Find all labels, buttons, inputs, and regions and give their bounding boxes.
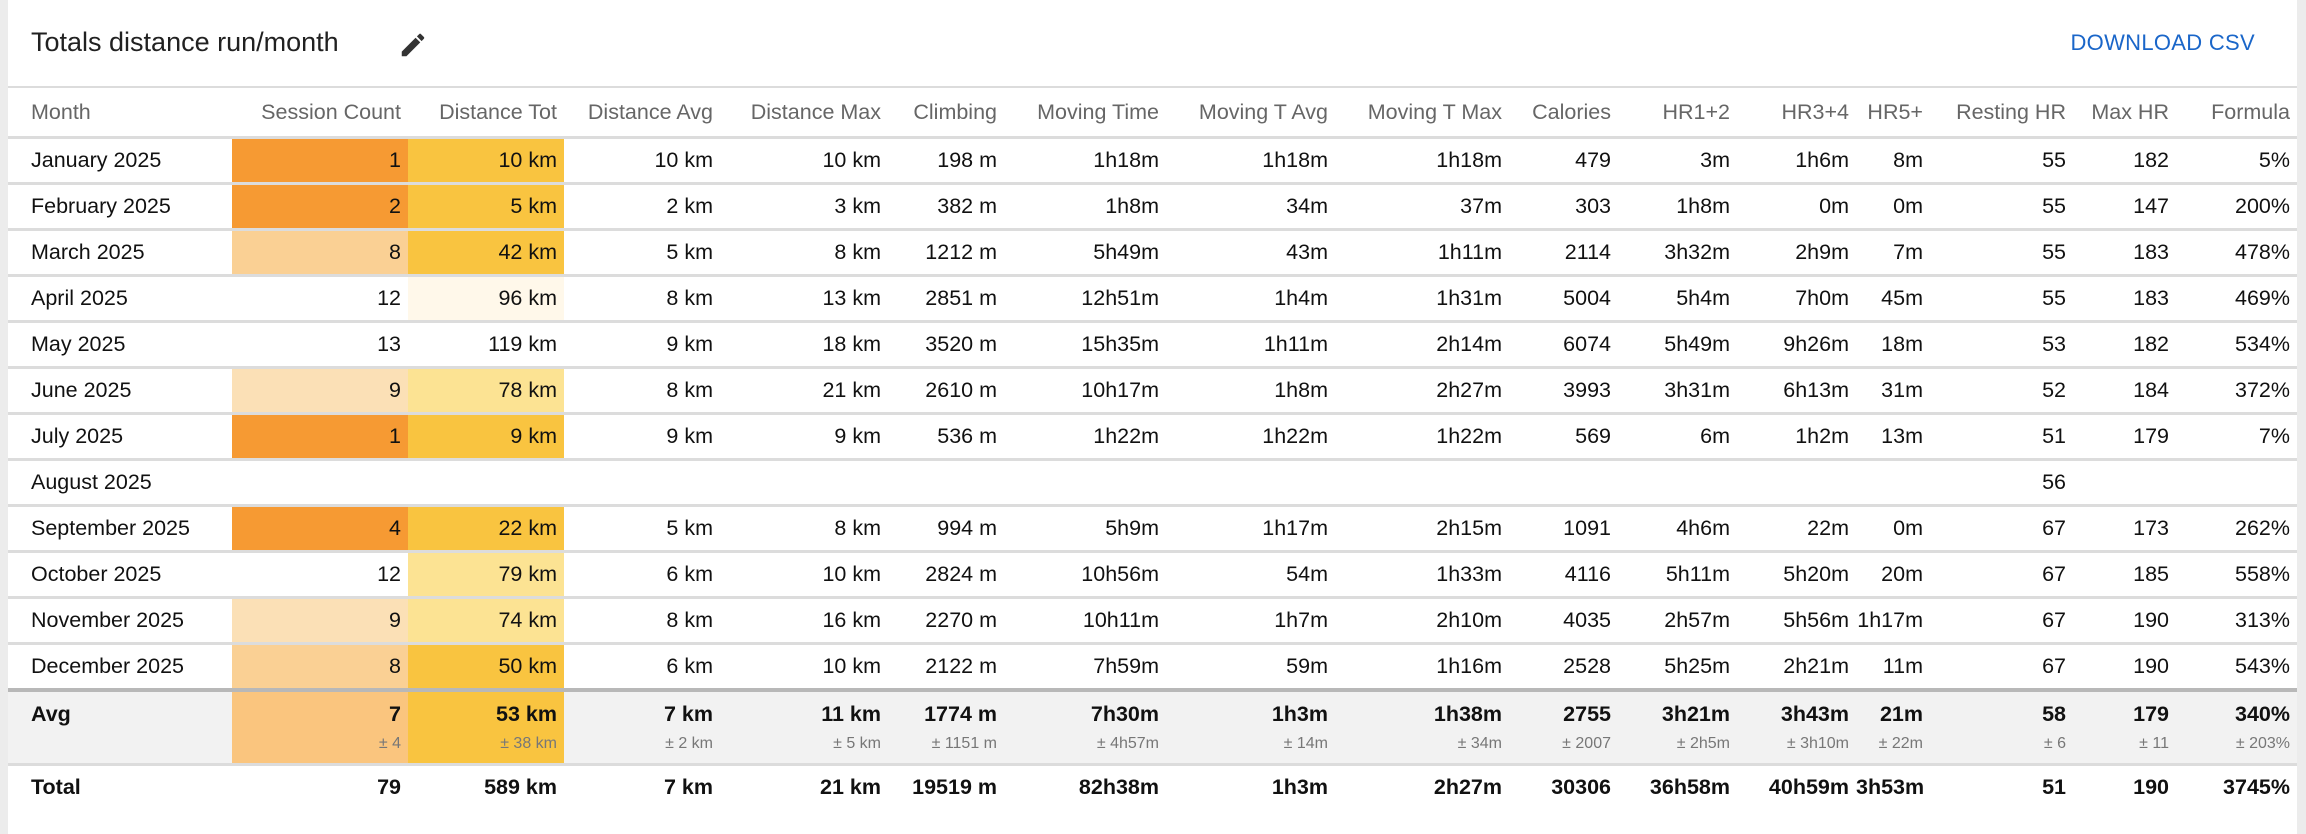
cell-distance-tot: 22 km — [408, 506, 564, 552]
cell-calories: 6074 — [1509, 322, 1618, 368]
cell-moving-t-avg: 1h22m — [1166, 414, 1335, 460]
cell-hr3plus4: 1h2m — [1737, 414, 1856, 460]
cell-moving-t-avg — [1166, 460, 1335, 506]
cell-distance-max: 21 km — [820, 775, 881, 799]
cell-moving-t-max: 37m — [1335, 184, 1509, 230]
table-row — [8, 552, 2297, 598]
cell-session-count: 79 — [377, 775, 401, 799]
cell-distance-max: 8 km — [720, 230, 888, 276]
cell-hr5plus: 0m — [1856, 184, 1930, 230]
cell-moving-time: 82h38m — [1078, 775, 1159, 799]
cell-climbing: 994 m — [888, 506, 1004, 552]
cell-moving-time: 10h56m — [1004, 552, 1166, 598]
cell-resting-hr: 67 — [1930, 644, 2073, 691]
cell-moving-time: 5h9m — [1004, 506, 1166, 552]
avg-value: 53 km — [496, 702, 557, 726]
cell-distance-max: 10 km — [720, 552, 888, 598]
cell-resting-hr: 53 — [1930, 322, 2073, 368]
cell-climbing: 19519 m — [912, 775, 997, 799]
cell-hr5plus: 13m — [1856, 414, 1930, 460]
cell-distance-avg: 10 km — [564, 138, 720, 184]
cell-moving-t-max: 2h14m — [1335, 322, 1509, 368]
cell-session-count: 1 — [232, 414, 408, 460]
cell-hr3plus4: 22m — [1737, 506, 1856, 552]
cell-hr5plus — [1856, 690, 1930, 764]
cell-distance-avg: 9 km — [564, 414, 720, 460]
cell-formula: 3745% — [2223, 775, 2290, 799]
cell-hr3plus4 — [1737, 690, 1856, 764]
cell-distance-avg: 2 km — [564, 184, 720, 230]
cell-session-count — [232, 690, 408, 764]
cell-max-hr: 182 — [2073, 138, 2176, 184]
cell-resting-hr: 51 — [2042, 775, 2066, 799]
cell-resting-hr: 67 — [1930, 598, 2073, 644]
cell-hr5plus: 20m — [1856, 552, 1930, 598]
cell-climbing: 3520 m — [888, 322, 1004, 368]
cell-calories: 303 — [1509, 184, 1618, 230]
cell-month: February 2025 — [8, 184, 232, 230]
column-header-month[interactable]: Month — [8, 88, 232, 138]
column-header-hr1plus2[interactable]: HR1+2 — [1618, 88, 1737, 138]
column-header-moving-time[interactable]: Moving Time — [1004, 88, 1166, 138]
cell-distance-avg: 5 km — [564, 506, 720, 552]
cell-distance-max: 10 km — [720, 644, 888, 691]
table-row — [8, 506, 2297, 552]
table-row — [8, 138, 2297, 184]
cell-distance-tot: 42 km — [408, 230, 564, 276]
cell-distance-avg: 6 km — [564, 552, 720, 598]
std-dev-value: ± 11 — [2139, 735, 2169, 752]
cell-session-count — [232, 460, 408, 506]
cell-formula — [2176, 460, 2297, 506]
table-row — [8, 322, 2297, 368]
cell-month: August 2025 — [8, 460, 232, 506]
cell-month: July 2025 — [8, 414, 232, 460]
std-dev-value: ± 4h57m — [1096, 735, 1159, 752]
cell-distance-max: 10 km — [720, 138, 888, 184]
monthly-totals-table — [8, 88, 2297, 810]
table-row — [8, 414, 2297, 460]
download-csv-button[interactable]: DOWNLOAD CSV — [2070, 30, 2255, 55]
cell-resting-hr: 55 — [1930, 276, 2073, 322]
cell-moving-time: 1h22m — [1004, 414, 1166, 460]
cell-formula: 200% — [2176, 184, 2297, 230]
column-header-session-count[interactable]: Session Count — [232, 88, 408, 138]
cell-distance-tot: 74 km — [408, 598, 564, 644]
column-header-climbing[interactable]: Climbing — [888, 88, 1004, 138]
cell-formula: 469% — [2176, 276, 2297, 322]
cell-max-hr: 182 — [2073, 322, 2176, 368]
cell-hr1plus2: 5h4m — [1618, 276, 1737, 322]
report-title: Totals distance run/month — [31, 27, 339, 57]
cell-distance-avg — [564, 690, 720, 764]
cell-session-count: 13 — [232, 322, 408, 368]
cell-climbing: 1212 m — [888, 230, 1004, 276]
report-card — [8, 0, 2297, 834]
cell-climbing: 198 m — [888, 138, 1004, 184]
std-dev-value: ± 34m — [1457, 735, 1502, 752]
cell-max-hr: 190 — [2073, 598, 2176, 644]
cell-hr5plus — [1856, 460, 1930, 506]
cell-moving-time: 10h11m — [1004, 598, 1166, 644]
cell-hr3plus4: 9h26m — [1737, 322, 1856, 368]
cell-hr3plus4: 1h6m — [1737, 138, 1856, 184]
cell-moving-t-avg: 1h4m — [1166, 276, 1335, 322]
cell-session-count: 8 — [232, 644, 408, 691]
cell-distance-avg — [564, 460, 720, 506]
pencil-icon[interactable] — [398, 30, 428, 60]
cell-distance-tot — [408, 460, 564, 506]
cell-moving-t-avg: 1h8m — [1166, 368, 1335, 414]
cell-session-count: 9 — [232, 598, 408, 644]
cell-calories: 2114 — [1509, 230, 1618, 276]
cell-resting-hr: 55 — [1930, 138, 2073, 184]
cell-hr3plus4 — [1737, 460, 1856, 506]
cell-formula: 5% — [2176, 138, 2297, 184]
cell-month: April 2025 — [8, 276, 232, 322]
cell-moving-time — [1004, 460, 1166, 506]
cell-moving-time: 1h18m — [1004, 138, 1166, 184]
table-row — [8, 230, 2297, 276]
avg-value: 340% — [2235, 702, 2290, 726]
cell-hr5plus: 18m — [1856, 322, 1930, 368]
cell-hr1plus2: 5h11m — [1618, 552, 1737, 598]
cell-distance-max: 3 km — [720, 184, 888, 230]
cell-max-hr: 190 — [2133, 775, 2169, 799]
cell-distance-max: 21 km — [720, 368, 888, 414]
cell-resting-hr: 51 — [1930, 414, 2073, 460]
avg-value: 7h30m — [1090, 702, 1159, 726]
column-header-distance-avg[interactable]: Distance Avg — [564, 88, 720, 138]
column-header-max-hr[interactable]: Max HR — [2073, 88, 2176, 138]
cell-distance-max — [720, 460, 888, 506]
std-dev-value: ± 4 — [378, 735, 401, 752]
cell-climbing — [888, 690, 1004, 764]
cell-hr1plus2: 3h31m — [1618, 368, 1737, 414]
cell-moving-time: 5h49m — [1004, 230, 1166, 276]
cell-resting-hr: 52 — [1930, 368, 2073, 414]
cell-distance-max: 9 km — [720, 414, 888, 460]
cell-moving-t-max: 2h15m — [1335, 506, 1509, 552]
total-row — [8, 764, 2297, 810]
cell-distance-avg: 7 km — [663, 775, 713, 799]
cell-moving-t-avg: 1h18m — [1166, 138, 1335, 184]
table-row — [8, 598, 2297, 644]
avg-value: 1h3m — [1271, 702, 1328, 726]
table-row — [8, 460, 2297, 506]
cell-moving-time: 12h51m — [1004, 276, 1166, 322]
cell-formula: 534% — [2176, 322, 2297, 368]
column-header-distance-tot[interactable]: Distance Tot — [408, 88, 564, 138]
cell-calories: 569 — [1509, 414, 1618, 460]
column-header-hr3plus4[interactable]: HR3+4 — [1737, 88, 1856, 138]
std-dev-value: ± 2 km — [665, 735, 713, 752]
cell-hr1plus2: 1h8m — [1618, 184, 1737, 230]
avg-value: 179 — [2133, 702, 2169, 726]
cell-formula: 7% — [2176, 414, 2297, 460]
cell-moving-t-max: 1h31m — [1335, 276, 1509, 322]
cell-moving-t-max: 1h18m — [1335, 138, 1509, 184]
cell-max-hr: 147 — [2073, 184, 2176, 230]
column-header-resting-hr[interactable]: Resting HR — [1930, 88, 2073, 138]
std-dev-value: ± 38 km — [500, 735, 557, 752]
cell-month: Total — [31, 775, 81, 799]
card-header — [8, 0, 2297, 88]
std-dev-value: ± 2h5m — [1676, 735, 1730, 752]
cell-moving-t-avg — [1166, 690, 1335, 764]
avg-value: 58 — [2042, 702, 2066, 726]
cell-calories: 5004 — [1509, 276, 1618, 322]
cell-hr5plus: 11m — [1856, 644, 1930, 691]
cell-distance-tot: 589 km — [484, 775, 557, 799]
cell-moving-t-avg: 1h3m — [1271, 775, 1328, 799]
cell-hr5plus: 0m — [1856, 506, 1930, 552]
std-dev-value: ± 3h10m — [1786, 735, 1849, 752]
cell-hr1plus2 — [1618, 690, 1737, 764]
cell-distance-tot: 78 km — [408, 368, 564, 414]
cell-calories: 3993 — [1509, 368, 1618, 414]
cell-hr1plus2: 6m — [1618, 414, 1737, 460]
cell-calories: 2528 — [1509, 644, 1618, 691]
avg-value: Avg — [31, 702, 71, 726]
column-header-calories[interactable]: Calories — [1509, 88, 1618, 138]
cell-hr3plus4: 6h13m — [1737, 368, 1856, 414]
cell-distance-tot: 9 km — [408, 414, 564, 460]
cell-hr3plus4: 5h20m — [1737, 552, 1856, 598]
column-header-moving-t-max[interactable]: Moving T Max — [1335, 88, 1509, 138]
cell-moving-t-avg: 59m — [1166, 644, 1335, 691]
cell-hr3plus4: 40h59m — [1768, 775, 1849, 799]
cell-max-hr: 179 — [2073, 414, 2176, 460]
cell-moving-t-max: 2h27m — [1335, 368, 1509, 414]
cell-distance-avg: 8 km — [564, 598, 720, 644]
cell-moving-t-max: 1h11m — [1335, 230, 1509, 276]
cell-hr1plus2: 4h6m — [1618, 506, 1737, 552]
cell-session-count: 2 — [232, 184, 408, 230]
table-row — [8, 184, 2297, 230]
cell-month: September 2025 — [8, 506, 232, 552]
cell-climbing: 2122 m — [888, 644, 1004, 691]
cell-distance-avg: 5 km — [564, 230, 720, 276]
cell-calories: 4116 — [1509, 552, 1618, 598]
cell-moving-t-avg: 43m — [1166, 230, 1335, 276]
cell-moving-t-avg: 54m — [1166, 552, 1335, 598]
cell-moving-t-max — [1335, 690, 1509, 764]
avg-row — [8, 690, 2297, 764]
column-header-formula[interactable]: Formula — [2176, 88, 2297, 138]
cell-resting-hr: 67 — [1930, 506, 2073, 552]
cell-month: May 2025 — [8, 322, 232, 368]
cell-hr5plus: 3h53m — [1856, 775, 1925, 799]
avg-value: 2755 — [1563, 702, 1611, 726]
cell-month: October 2025 — [8, 552, 232, 598]
cell-hr3plus4: 7h0m — [1737, 276, 1856, 322]
cell-calories: 479 — [1509, 138, 1618, 184]
cell-month: March 2025 — [8, 230, 232, 276]
cell-hr3plus4: 2h9m — [1737, 230, 1856, 276]
cell-calories — [1509, 460, 1618, 506]
cell-month: June 2025 — [8, 368, 232, 414]
cell-climbing: 2824 m — [888, 552, 1004, 598]
cell-formula: 262% — [2176, 506, 2297, 552]
cell-moving-time — [1004, 690, 1166, 764]
cell-moving-t-max: 1h33m — [1335, 552, 1509, 598]
cell-moving-t-max: 1h16m — [1335, 644, 1509, 691]
cell-resting-hr: 67 — [1930, 552, 2073, 598]
cell-distance-avg: 8 km — [564, 276, 720, 322]
std-dev-value: ± 14m — [1283, 735, 1328, 752]
cell-hr1plus2 — [1618, 460, 1737, 506]
avg-value: 21m — [1879, 702, 1923, 726]
cell-distance-avg: 6 km — [564, 644, 720, 691]
cell-hr1plus2: 36h58m — [1649, 775, 1730, 799]
cell-hr1plus2: 5h49m — [1618, 322, 1737, 368]
cell-max-hr: 185 — [2073, 552, 2176, 598]
cell-moving-time: 7h59m — [1004, 644, 1166, 691]
cell-resting-hr: 56 — [1930, 460, 2073, 506]
cell-resting-hr — [1930, 690, 2073, 764]
cell-moving-t-avg: 1h7m — [1166, 598, 1335, 644]
cell-formula: 313% — [2176, 598, 2297, 644]
cell-distance-tot: 119 km — [408, 322, 564, 368]
cell-session-count: 8 — [232, 230, 408, 276]
avg-value: 11 km — [821, 702, 881, 726]
cell-moving-t-avg: 1h11m — [1166, 322, 1335, 368]
cell-max-hr — [2073, 460, 2176, 506]
header-row — [8, 88, 2297, 138]
cell-distance-tot — [408, 690, 564, 764]
column-header-hr5plus[interactable]: HR5+ — [1856, 88, 1930, 138]
cell-climbing: 382 m — [888, 184, 1004, 230]
avg-value: 3h43m — [1780, 702, 1849, 726]
cell-hr3plus4: 0m — [1737, 184, 1856, 230]
cell-hr5plus: 7m — [1856, 230, 1930, 276]
cell-moving-time: 15h35m — [1004, 322, 1166, 368]
cell-hr5plus: 8m — [1856, 138, 1930, 184]
table-row — [8, 368, 2297, 414]
cell-calories — [1509, 690, 1618, 764]
avg-value: 1774 m — [924, 702, 997, 726]
std-dev-value: ± 6 — [2043, 735, 2066, 752]
std-dev-value: ± 5 km — [833, 735, 881, 752]
cell-formula: 558% — [2176, 552, 2297, 598]
cell-resting-hr: 55 — [1930, 230, 2073, 276]
cell-resting-hr: 55 — [1930, 184, 2073, 230]
cell-moving-t-max — [1335, 460, 1509, 506]
cell-month: December 2025 — [8, 644, 232, 691]
cell-max-hr: 190 — [2073, 644, 2176, 691]
std-dev-value: ± 2007 — [1562, 735, 1611, 752]
column-header-moving-t-avg[interactable]: Moving T Avg — [1166, 88, 1335, 138]
table-row — [8, 276, 2297, 322]
cell-session-count: 12 — [232, 552, 408, 598]
cell-hr1plus2: 2h57m — [1618, 598, 1737, 644]
table-row — [8, 644, 2297, 691]
cell-distance-max: 13 km — [720, 276, 888, 322]
cell-distance-tot: 96 km — [408, 276, 564, 322]
cell-climbing: 2270 m — [888, 598, 1004, 644]
cell-climbing: 536 m — [888, 414, 1004, 460]
std-dev-value: ± 22m — [1878, 735, 1923, 752]
cell-formula: 372% — [2176, 368, 2297, 414]
cell-formula: 543% — [2176, 644, 2297, 691]
cell-distance-max: 18 km — [720, 322, 888, 368]
cell-month — [8, 690, 232, 764]
cell-hr3plus4: 2h21m — [1737, 644, 1856, 691]
cell-formula: 478% — [2176, 230, 2297, 276]
cell-max-hr: 184 — [2073, 368, 2176, 414]
cell-moving-t-max: 1h22m — [1335, 414, 1509, 460]
cell-moving-t-avg: 1h17m — [1166, 506, 1335, 552]
cell-distance-tot: 5 km — [408, 184, 564, 230]
cell-climbing — [888, 460, 1004, 506]
cell-distance-tot: 50 km — [408, 644, 564, 691]
cell-max-hr: 183 — [2073, 230, 2176, 276]
cell-formula — [2176, 690, 2297, 764]
cell-month: January 2025 — [8, 138, 232, 184]
column-header-distance-max[interactable]: Distance Max — [720, 88, 888, 138]
cell-hr5plus: 45m — [1856, 276, 1930, 322]
cell-hr5plus: 31m — [1856, 368, 1930, 414]
cell-session-count: 9 — [232, 368, 408, 414]
cell-calories: 1091 — [1509, 506, 1618, 552]
cell-max-hr — [2073, 690, 2176, 764]
std-dev-value: ± 1151 m — [931, 735, 997, 752]
cell-hr5plus: 1h17m — [1856, 598, 1930, 644]
cell-moving-t-avg: 34m — [1166, 184, 1335, 230]
avg-value: 1h38m — [1433, 702, 1502, 726]
cell-distance-tot: 10 km — [408, 138, 564, 184]
cell-session-count: 12 — [232, 276, 408, 322]
avg-value: 7 — [389, 702, 401, 726]
cell-climbing: 2851 m — [888, 276, 1004, 322]
cell-distance-tot: 79 km — [408, 552, 564, 598]
avg-value: 7 km — [663, 702, 713, 726]
avg-value: 3h21m — [1661, 702, 1730, 726]
cell-hr1plus2: 3h32m — [1618, 230, 1737, 276]
cell-moving-t-max: 2h27m — [1433, 775, 1502, 799]
cell-moving-t-max: 2h10m — [1335, 598, 1509, 644]
cell-moving-time: 1h8m — [1004, 184, 1166, 230]
cell-max-hr: 183 — [2073, 276, 2176, 322]
cell-calories: 30306 — [1551, 775, 1611, 799]
cell-distance-avg: 8 km — [564, 368, 720, 414]
cell-month: November 2025 — [8, 598, 232, 644]
cell-hr3plus4: 5h56m — [1737, 598, 1856, 644]
cell-distance-avg: 9 km — [564, 322, 720, 368]
cell-distance-max: 16 km — [720, 598, 888, 644]
cell-distance-max — [720, 690, 888, 764]
std-dev-value: ± 203% — [2235, 735, 2290, 752]
cell-moving-time: 10h17m — [1004, 368, 1166, 414]
cell-session-count: 4 — [232, 506, 408, 552]
cell-hr1plus2: 3m — [1618, 138, 1737, 184]
cell-max-hr: 173 — [2073, 506, 2176, 552]
cell-distance-max: 8 km — [720, 506, 888, 552]
cell-session-count: 1 — [232, 138, 408, 184]
cell-calories: 4035 — [1509, 598, 1618, 644]
cell-hr1plus2: 5h25m — [1618, 644, 1737, 691]
cell-climbing: 2610 m — [888, 368, 1004, 414]
